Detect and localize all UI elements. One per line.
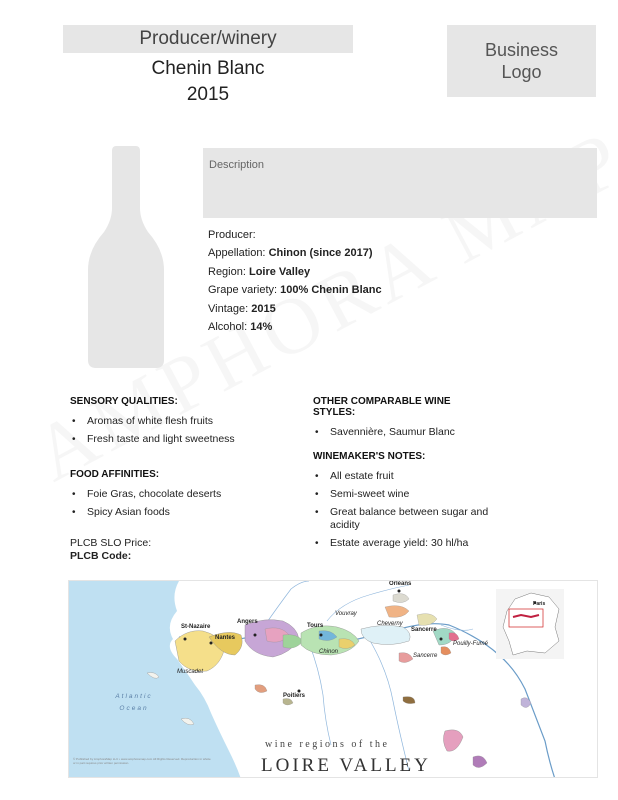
price-block xyxy=(70,537,151,563)
wine-bottle-icon xyxy=(86,146,166,368)
vintage-row xyxy=(208,300,382,318)
area-label-cheverny: Cheverny xyxy=(377,621,403,627)
comparable-styles-title: OTHER COMPARABLE WINE STYLES: xyxy=(313,396,451,418)
winemaker-notes-section xyxy=(313,451,493,555)
winemaker-notes-title: WINEMAKER'S NOTES: xyxy=(313,451,426,462)
ocean-label: Atlantic Ocean xyxy=(115,693,153,712)
city-label-orleans: Orléans xyxy=(389,581,412,587)
food-section xyxy=(70,469,300,524)
loire-valley-map xyxy=(68,580,598,778)
list-item: • Estate average yield: 30 hl/ha xyxy=(313,537,493,550)
appellation-label: Appellation: xyxy=(208,247,266,260)
appellation-value: Chinon (since 2017) xyxy=(268,247,373,260)
city-label-poitiers: Poitiers xyxy=(283,693,306,699)
map-subtitle: wine regions of the xyxy=(265,739,390,750)
sensory-title: SENSORY QUALITIES: xyxy=(70,396,178,407)
appellation-row xyxy=(208,244,382,262)
alcohol-value: 14% xyxy=(250,320,273,333)
region-label: Region: xyxy=(208,265,246,278)
list-item: • Aromas of white flesh fruits xyxy=(70,415,300,428)
plcb-price-label: PLCB SLO Price: xyxy=(70,537,152,549)
producer-label: Producer: xyxy=(208,229,256,241)
wine-name: Chenin Blanc xyxy=(151,58,265,79)
list-item: • Fresh taste and light sweetness xyxy=(70,433,300,446)
map-title: LOIRE VALLEY xyxy=(261,755,431,776)
list-item: • Semi-sweet wine xyxy=(313,488,493,501)
sensory-section xyxy=(70,396,300,451)
logo-line-1: Business xyxy=(484,40,559,60)
vintage-heading: 2015 xyxy=(186,84,230,105)
city-label-angers: Angers xyxy=(237,619,258,625)
list-item: • Great balance between sugar and acidity xyxy=(313,506,493,532)
city-label-sancerre: Sancerre xyxy=(411,627,437,633)
area-label-sancerre: Sancerre xyxy=(413,653,438,659)
grape-value: 100% Chenin Blanc xyxy=(280,284,382,297)
city-label-saint-nazaire: St-Nazaire xyxy=(181,624,211,630)
vintage-value: 2015 xyxy=(251,302,276,315)
region-row xyxy=(208,263,382,281)
area-label-chinon: Chinon xyxy=(319,649,339,655)
inset-label-paris: Paris xyxy=(533,601,546,607)
description-box xyxy=(203,148,597,218)
alcohol-row xyxy=(208,318,382,336)
grape-label: Grape variety: xyxy=(208,284,278,297)
vintage-label: Vintage: xyxy=(208,302,249,315)
city-label-tours: Tours xyxy=(307,623,324,629)
wine-info xyxy=(208,226,382,336)
logo-line-2: Logo xyxy=(501,62,542,82)
region-value: Loire Valley xyxy=(248,265,311,278)
map-fine-print: © Published by AmphoraMap LLC • www.amphoramap.com All Rights Reserved. Reproduction in whole or in part requires prior written permission. xyxy=(73,757,211,765)
alcohol-label: Alcohol: xyxy=(208,320,248,333)
comparable-styles-section xyxy=(313,396,493,444)
area-label-vouvray: Vouvray xyxy=(335,611,357,617)
area-label-pouilly: Pouilly-Fumé xyxy=(453,641,489,647)
area-label-muscadet: Muscadet xyxy=(177,669,204,675)
business-logo-placeholder xyxy=(447,25,596,97)
list-item: • Foie Gras, chocolate deserts xyxy=(70,488,300,501)
list-item: • Spicy Asian foods xyxy=(70,506,300,519)
grape-row xyxy=(208,281,382,299)
producer-title: Producer/winery xyxy=(63,25,353,53)
city-label-nantes: Nantes xyxy=(215,635,236,641)
food-title: FOOD AFFINITIES: xyxy=(70,469,160,480)
producer-row xyxy=(208,226,382,244)
list-item: • All estate fruit xyxy=(313,470,493,483)
plcb-code-label: PLCB Code: xyxy=(70,550,132,562)
description-label: Description xyxy=(209,159,265,171)
list-item: • Savennière, Saumur Blanc xyxy=(313,426,493,439)
